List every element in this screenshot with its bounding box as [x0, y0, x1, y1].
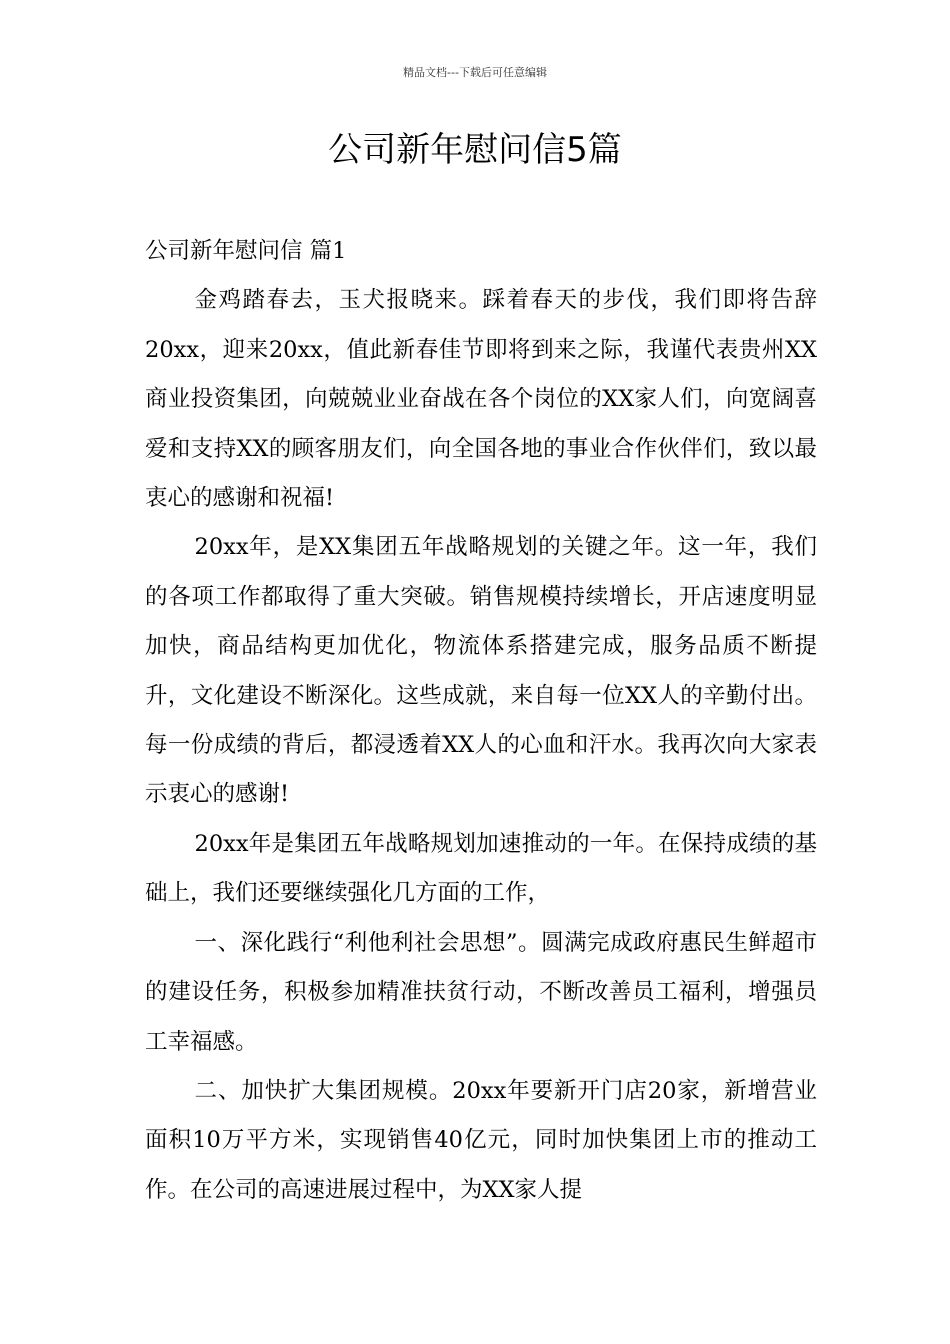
paragraph-1: 金鸡踏春去，玉犬报晓来。踩着春天的步伐，我们即将告辞20xx，迎来20xx，值此新春佳节即将到来之际，我谨代表贵州XX商业投资集团，向兢兢业业奋战在各个岗位的XX家人们，向宽阔喜爱和支持XX的顾客朋友们，向全国各地的事业合作伙伴们，致以最衷心的感谢和祝福! [145, 287, 817, 512]
document-body [145, 227, 817, 1215]
page-header-note: 精品文档---下载后可任意编辑 [403, 66, 547, 79]
paragraph-2: 20xx年，是XX集团五年战略规划的关键之年。这一年，我们的各项工作都取得了重大突破。销售规模持续增长，开店速度明显加快，商品结构更加优化，物流体系搭建完成，服务品质不断提升，文化建设不断深化。这些成就，来自每一位XX人的辛勤付出。每一份成绩的背后，都浸透着XX人的心血和汗水。我再次向大家表示衷心的感谢! [145, 534, 817, 808]
section-heading: 公司新年慰问信 篇1 [145, 238, 347, 264]
paragraph-5: 二、加快扩大集团规模。20xx年要新开门店20家，新增营业面积10万平方米，实现销售40亿元，同时加快集团上市的推动工作。在公司的高速进展过程中，为XX家人提 [145, 1077, 817, 1203]
page-title: 公司新年慰问信5篇 [328, 130, 622, 170]
paragraph-3: 20xx年是集团五年战略规划加速推动的一年。在保持成绩的基础上，我们还要继续强化几方面的工作， [145, 830, 817, 907]
paragraph-4: 一、深化践行“利他利社会思想”。圆满完成政府惠民生鲜超市的建设任务，积极参加精准扶贫行动，不断改善员工福利，增强员工幸福感。 [145, 929, 817, 1055]
